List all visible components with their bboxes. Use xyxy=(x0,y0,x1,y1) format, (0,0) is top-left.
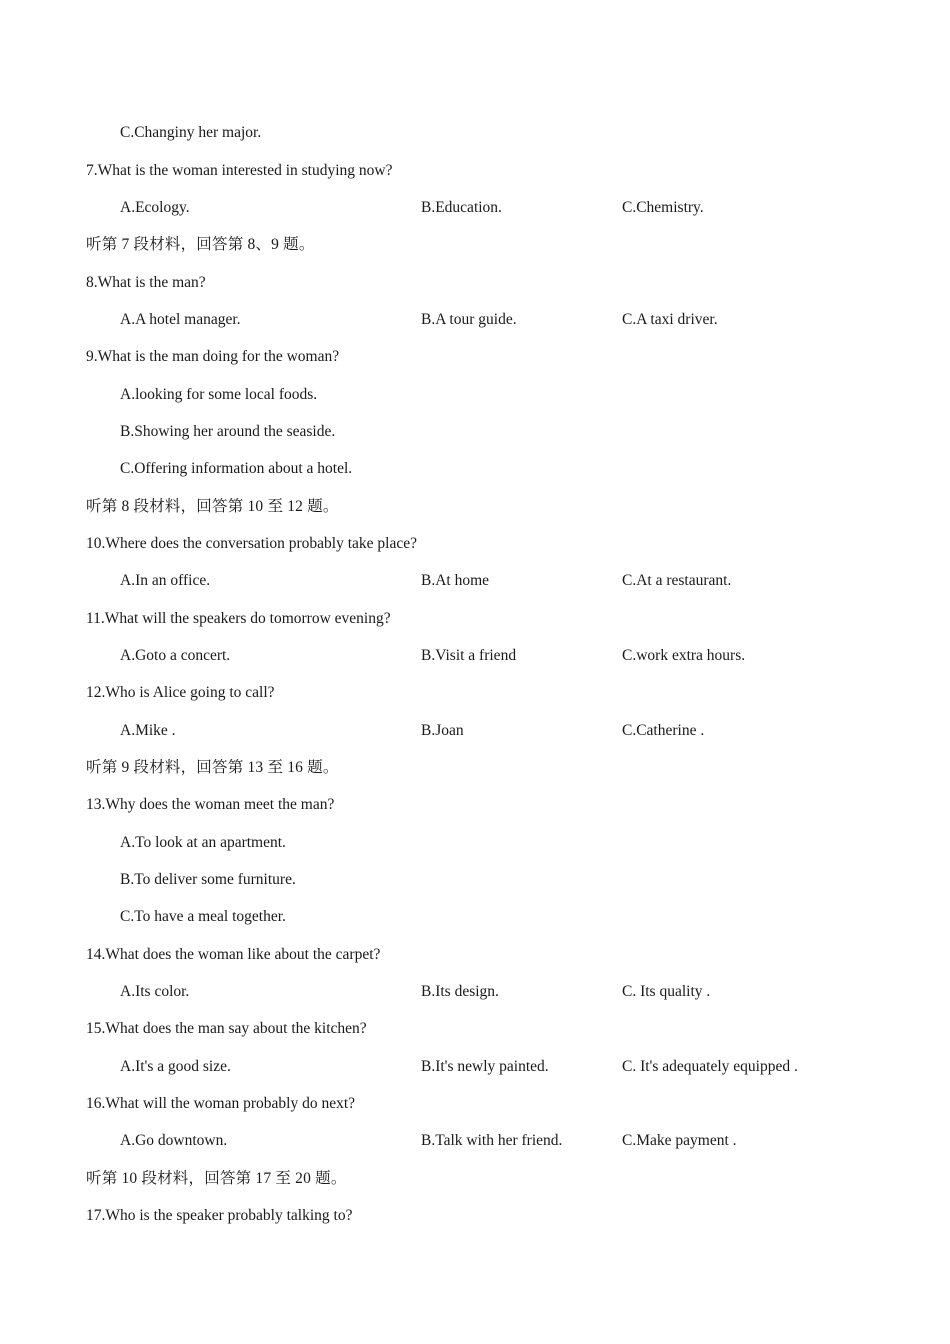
option-a-q16: A.Go downtown. xyxy=(120,1132,228,1149)
option-a-q12: A.Mike . xyxy=(120,722,176,739)
question-17: 17.Who is the speaker probably talking to? xyxy=(86,1207,353,1224)
option-c-q16: C.Make payment . xyxy=(622,1132,737,1149)
question-9: 9.What is the man doing for the woman? xyxy=(86,348,340,365)
question-8: 8.What is the man? xyxy=(86,274,206,291)
question-13: 13.Why does the woman meet the man? xyxy=(86,796,335,813)
section-instruction-8: 听第 8 段材料，回答第 10 至 12 题。 xyxy=(86,498,339,515)
section-instruction-9: 听第 9 段材料，回答第 13 至 16 题。 xyxy=(86,759,339,776)
option-c-q12: C.Catherine . xyxy=(622,722,705,739)
option-c-q14: C. Its quality . xyxy=(622,983,711,1000)
option-a-q10: A.In an office. xyxy=(120,572,211,589)
option-b-q10: B.At home xyxy=(421,572,490,589)
option-a-q15: A.It's a good size. xyxy=(120,1058,231,1075)
question-11: 11.What will the speakers do tomorrow evening? xyxy=(86,610,391,627)
option-b-q7: B.Education. xyxy=(421,199,502,216)
option-b-q16: B.Talk with her friend. xyxy=(421,1132,563,1149)
question-12: 12.Who is Alice going to call? xyxy=(86,684,275,701)
option-b-q14: B.Its design. xyxy=(421,983,499,1000)
option-b-q8: B.A tour guide. xyxy=(421,311,517,328)
section-instruction-10: 听第 10 段材料，回答第 17 至 20 题。 xyxy=(86,1170,347,1187)
option-c-q7: C.Chemistry. xyxy=(622,199,704,216)
option-c-q6: C.Changiny her major. xyxy=(120,124,262,141)
question-16: 16.What will the woman probably do next? xyxy=(86,1095,356,1112)
option-a-q8: A.A hotel manager. xyxy=(120,311,241,328)
option-c-q8: C.A taxi driver. xyxy=(622,311,718,328)
question-14: 14.What does the woman like about the carpet? xyxy=(86,946,381,963)
option-c-q13: C.To have a meal together. xyxy=(120,908,286,925)
option-b-q11: B.Visit a friend xyxy=(421,647,517,664)
section-instruction-7: 听第 7 段材料，回答第 8、9 题。 xyxy=(86,236,315,253)
option-a-q14: A.Its color. xyxy=(120,983,190,1000)
option-c-q9: C.Offering information about a hotel. xyxy=(120,460,353,477)
option-c-q15: C. It's adequately equipped . xyxy=(622,1058,798,1075)
option-a-q7: A.Ecology. xyxy=(120,199,190,216)
question-10: 10.Where does the conversation probably take place? xyxy=(86,535,417,552)
option-c-q10: C.At a restaurant. xyxy=(622,572,732,589)
option-b-q15: B.It's newly painted. xyxy=(421,1058,549,1075)
option-a-q11: A.Goto a concert. xyxy=(120,647,231,664)
option-b-q13: B.To deliver some furniture. xyxy=(120,871,296,888)
question-7: 7.What is the woman interested in studying now? xyxy=(86,162,393,179)
option-c-q11: C.work extra hours. xyxy=(622,647,746,664)
question-15: 15.What does the man say about the kitchen? xyxy=(86,1020,367,1037)
option-b-q9: B.Showing her around the seaside. xyxy=(120,423,336,440)
option-a-q13: A.To look at an apartment. xyxy=(120,834,286,851)
option-a-q9: A.looking for some local foods. xyxy=(120,386,318,403)
option-b-q12: B.Joan xyxy=(421,722,464,739)
